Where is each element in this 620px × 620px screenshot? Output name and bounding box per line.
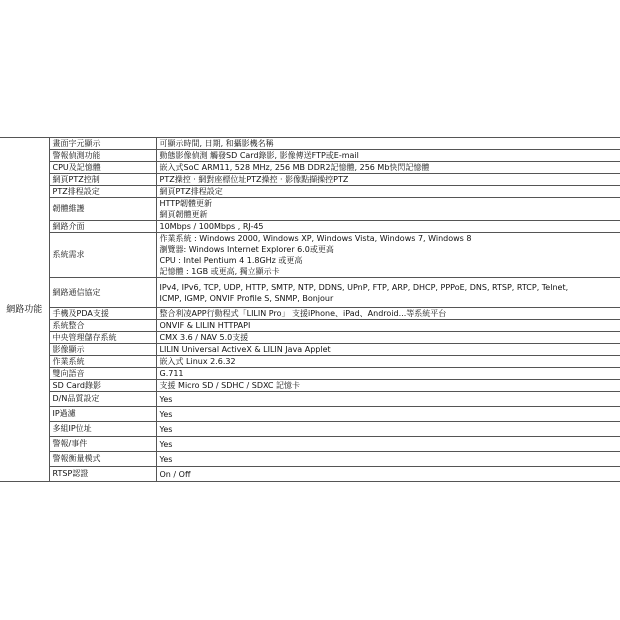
spec-key: 韌體維護 — [49, 198, 156, 221]
spec-value-line: 嵌入式SoC ARM11, 528 MHz, 256 MB DDR2記憶體, 256 Mb快閃記憶體 — [159, 163, 430, 172]
spec-row — [0, 198, 620, 221]
spec-value-line: 記憶體 : 1GB 或更高, 獨立顯示卡 — [159, 267, 280, 276]
spec-row — [0, 437, 620, 452]
spec-row — [0, 308, 620, 320]
spec-key: 影像顯示 — [49, 344, 156, 356]
spec-value — [156, 138, 620, 150]
spec-row — [0, 467, 620, 482]
spec-table-body — [0, 138, 620, 482]
spec-value-line: G.711 — [159, 369, 184, 378]
spec-key: 警報偵測功能 — [49, 150, 156, 162]
spec-key: 警報衡量模式 — [49, 452, 156, 467]
spec-value-line: IPv4, IPv6, TCP, UDP, HTTP, SMTP, NTP, DDNS, UPnP, FTP, ARP, DHCP, PPPoE, DNS, RTSP, RTCP, Telnet, — [159, 282, 569, 292]
spec-value-line: HTTP韌體更新 — [159, 199, 212, 208]
spec-row — [0, 452, 620, 467]
spec-value-line: 網頁韌體更新 — [159, 210, 208, 219]
spec-key: 系統需求 — [49, 233, 156, 278]
spec-value — [156, 221, 620, 233]
spec-row — [0, 392, 620, 407]
spec-value-line: CPU : Intel Pentium 4 1.8GHz 或更高 — [159, 256, 303, 265]
spec-value — [156, 233, 620, 278]
category-label: 網路功能 — [0, 138, 49, 482]
spec-row — [0, 233, 620, 278]
spec-row — [0, 380, 620, 392]
spec-value-line: 整合利凌APP行動程式「LILIN Pro」 支援iPhone、iPad、Android...等系統平台 — [159, 309, 447, 318]
spec-value-line: ICMP, IGMP, ONVIF Profile S, SNMP, Bonjour — [159, 293, 334, 303]
spec-value — [156, 467, 620, 482]
spec-row — [0, 278, 620, 308]
spec-value — [156, 437, 620, 452]
spec-row — [0, 162, 620, 174]
spec-value-line: 動態影像偵測 觸發SD Card錄影, 影像傳送FTP或E-mail — [159, 151, 359, 160]
spec-row — [0, 186, 620, 198]
spec-value-line: Yes — [159, 409, 173, 419]
spec-value-line: 作業系統 : Windows 2000, Windows XP, Windows Vista, Windows 7, Windows 8 — [159, 234, 472, 243]
spec-value-line: Yes — [159, 439, 173, 449]
spec-row — [0, 356, 620, 368]
spec-value — [156, 150, 620, 162]
spec-value — [156, 452, 620, 467]
spec-value-line: PTZ操控 ‧ 網對座標位址PTZ操控 ‧ 影像點擷操控PTZ — [159, 175, 349, 184]
spec-key: 網頁PTZ控制 — [49, 174, 156, 186]
spec-value-line: On / Off — [159, 469, 191, 479]
spec-value-line: Yes — [159, 454, 173, 464]
spec-row — [0, 368, 620, 380]
spec-row — [0, 422, 620, 437]
spec-value-line: Yes — [159, 424, 173, 434]
spec-row — [0, 320, 620, 332]
spec-key: 多組IP位址 — [49, 422, 156, 437]
spec-key: 作業系統 — [49, 356, 156, 368]
spec-key: D/N品質設定 — [49, 392, 156, 407]
spec-table — [0, 137, 620, 482]
spec-row — [0, 344, 620, 356]
spec-value-line: LILIN Universal ActiveX & LILIN Java Applet — [159, 345, 331, 354]
spec-value-line: 瀏覽器: Windows Internet Explorer 6.0或更高 — [159, 245, 334, 254]
spec-key: 雙向語音 — [49, 368, 156, 380]
spec-value — [156, 320, 620, 332]
spec-value-line: ONVIF & LILIN HTTPAPI — [159, 321, 251, 330]
spec-row — [0, 150, 620, 162]
spec-key: 網路通信協定 — [49, 278, 156, 308]
spec-key: SD Card錄影 — [49, 380, 156, 392]
spec-value — [156, 422, 620, 437]
spec-row — [0, 138, 620, 150]
spec-key: 系統整合 — [49, 320, 156, 332]
spec-value-line: 嵌入式 Linux 2.6.32 — [159, 357, 236, 366]
spec-value — [156, 392, 620, 407]
spec-value — [156, 308, 620, 320]
spec-value-line: CMX 3.6 / NAV 5.0支援 — [159, 333, 249, 342]
spec-value-line: 可顯示時間, 日期, 和攝影機名稱 — [159, 139, 274, 148]
spec-value — [156, 368, 620, 380]
spec-value-line: 網頁PTZ排程設定 — [159, 187, 223, 196]
spec-value-line: 支援 Micro SD / SDHC / SDXC 記憶卡 — [159, 381, 301, 390]
spec-value — [156, 407, 620, 422]
spec-key: 網路介面 — [49, 221, 156, 233]
spec-value-line: Yes — [159, 394, 173, 404]
spec-value — [156, 162, 620, 174]
spec-row — [0, 332, 620, 344]
spec-row — [0, 407, 620, 422]
spec-key: 警報/事件 — [49, 437, 156, 452]
spec-key: 手機及PDA支援 — [49, 308, 156, 320]
spec-value — [156, 198, 620, 221]
spec-key: IP過濾 — [49, 407, 156, 422]
spec-value — [156, 186, 620, 198]
spec-value — [156, 380, 620, 392]
spec-value — [156, 344, 620, 356]
spec-value — [156, 356, 620, 368]
spec-value-line: 10Mbps / 100Mbps , RJ-45 — [159, 222, 264, 231]
spec-key: PTZ排程設定 — [49, 186, 156, 198]
spec-value — [156, 332, 620, 344]
spec-key: CPU及記憶體 — [49, 162, 156, 174]
spec-row — [0, 174, 620, 186]
spec-value — [156, 278, 620, 308]
spec-value — [156, 174, 620, 186]
spec-key: 中央管理儲存系統 — [49, 332, 156, 344]
spec-row — [0, 221, 620, 233]
spec-key: 畫面字元顯示 — [49, 138, 156, 150]
spec-key: RTSP認證 — [49, 467, 156, 482]
